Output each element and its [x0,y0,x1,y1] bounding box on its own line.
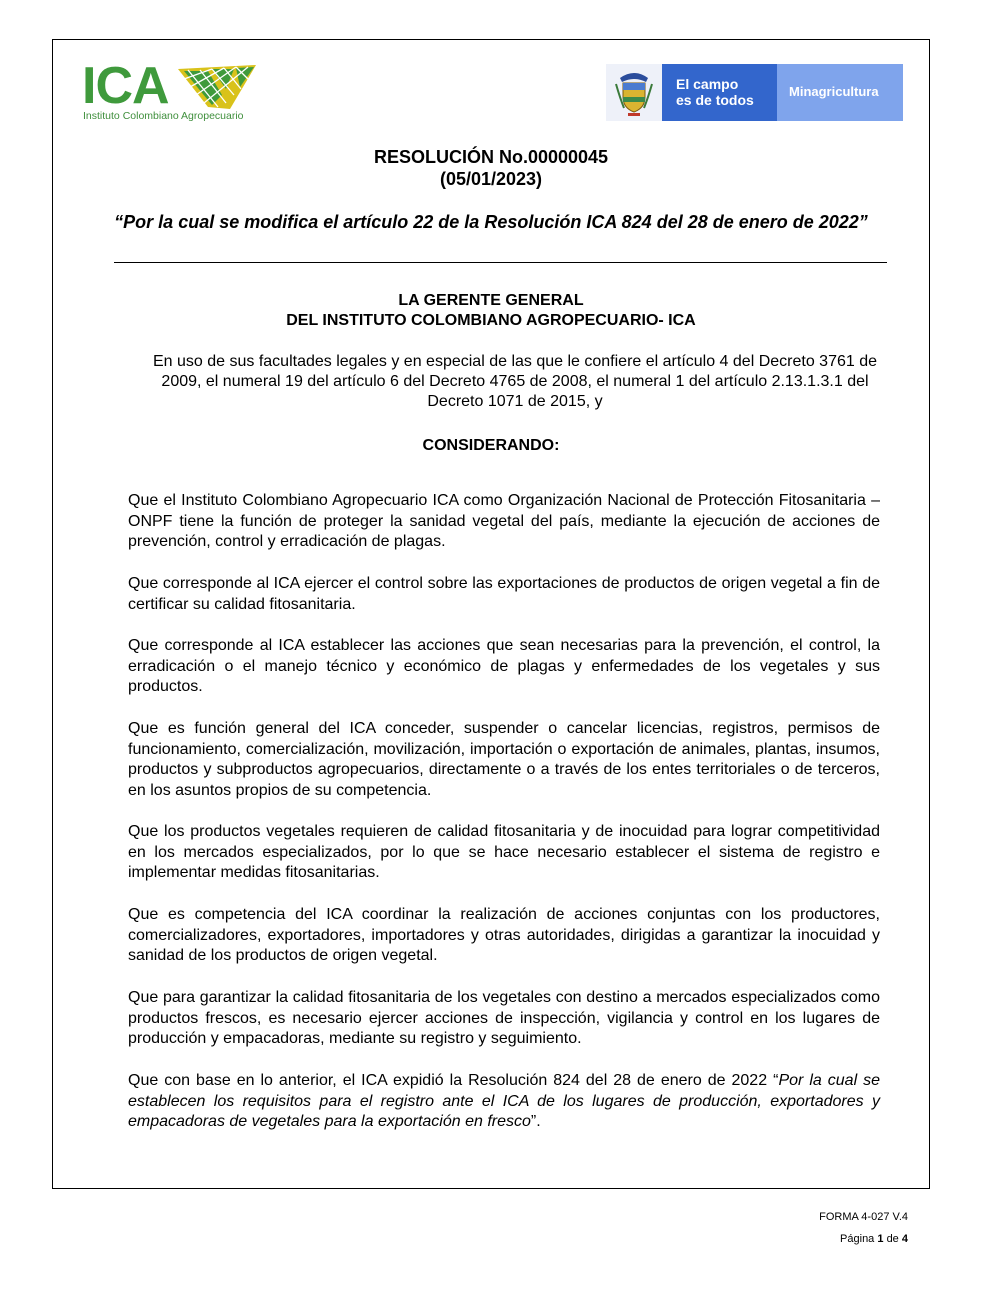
ministry-brand [777,64,903,121]
resolution-date: (05/01/2023) [439,169,543,189]
last-paragraph-suffix: ”. [530,1113,541,1130]
title-divider [114,262,887,263]
considerando-paragraph: Que es función general del ICA conceder, suspender o cancelar licencias, registros, permisos de funcionamiento, comercialización, movilización, importación o exportación de animales, plantas, insumos, productos y subproductos agropecuarios, directamente o a través de los entes territoriales o de terceros, en los asuntos propios de su competencia. [128,720,880,799]
resolution-number: RESOLUCIÓN No.00000045 [373,147,609,167]
resolution-subject: “Por la cual se modifica el artículo 22 de la Resolución ICA 824 del 28 de enero de 2022” [114,212,868,232]
considerando-paragraph: Que los productos vegetales requieren de calidad fitosanitaria y de inocuidad para lograr competitividad en los mercados especializados, por lo que se hace necesario establecer el sistema de registro e implementar medidas fitosanitarias. [128,823,880,881]
campo-line1: El campo [676,76,739,92]
authority-heading [52,291,930,331]
campo-line2: es de todos [676,92,754,108]
considerando-heading: CONSIDERANDO: [422,437,560,454]
ica-logo-subtitle: Instituto Colombiano Agropecuario [83,110,244,122]
authority-line2: DEL INSTITUTO COLOMBIANO AGROPECUARIO- ICA [286,312,696,329]
ica-logo [82,57,260,124]
ica-logo-text: ICA [82,57,169,115]
page-of: de [886,1233,899,1245]
government-logo [606,64,903,121]
ica-leaf-icon [178,65,258,111]
page-current: 1 [877,1233,884,1245]
considerando-paragraph: Que el Instituto Colombiano Agropecuario ICA como Organización Nacional de Protección Fitosanitaria – ONPF tiene la función de proteger la sanidad vegetal del país, mediante la ejecución de acciones de prevención, control y erradicación de plagas. [128,492,880,550]
considerando-paragraph: Que corresponde al ICA establecer las acciones que sean necesarias para la prevención, el control, la erradicación o el manejo técnico y económico de plagas y enfermedades de los vegetales y sus productos. [128,637,880,695]
page-label: Página [840,1233,875,1245]
faculties-paragraph: En uso de sus facultades legales y en especial de las que le confiere el artículo 4 del Decreto 3761 de 2009, el numeral 19 del artículo 6 del Decreto 4765 de 2008, el numeral 1 del artículo 2.13.1.3.1 del Decreto 1071 de 2015, y [152,353,877,410]
ministry-label: Minagricultura [789,84,879,99]
campo-brand [662,64,777,121]
considerando-paragraph-last [128,1071,880,1133]
considerando-paragraph: Que corresponde al ICA ejercer el control sobre las exportaciones de productos de origen vegetal a fin de certificar su calidad fitosanitaria. [128,575,880,613]
considerando-paragraph: Que para garantizar la calidad fitosanitaria de los vegetales con destino a mercados especializados como productos frescos, es necesario ejercer acciones de inspección, vigilancia y control en los lugares de producción y empacadoras, mediante su registro y seguimiento. [128,989,880,1047]
authority-line1: LA GERENTE GENERAL [398,292,584,309]
coat-of-arms-icon [606,64,662,121]
page-number [840,1233,908,1245]
cited-resolution-title: Por la cual se establecen los requisitos para el registro ante el ICA de los lugares de producción, exportadores y empacadoras de vegetales para la exportación en fresco [128,1072,881,1130]
considerando-paragraph: Que es competencia del ICA coordinar la realización de acciones conjuntas con los productores, comercializadores, exportadores, importadores y otras autoridades, dirigidas a garantizar la inocuidad y sanidad de los productos de origen vegetal. [128,906,880,964]
resolution-heading [52,146,930,190]
form-code: FORMA 4-027 V.4 [819,1211,908,1223]
page-total: 4 [901,1233,908,1245]
last-paragraph-prefix: Que con base en lo anterior, el ICA expidió la Resolución 824 del 28 de enero de 2022 “ [128,1072,779,1089]
